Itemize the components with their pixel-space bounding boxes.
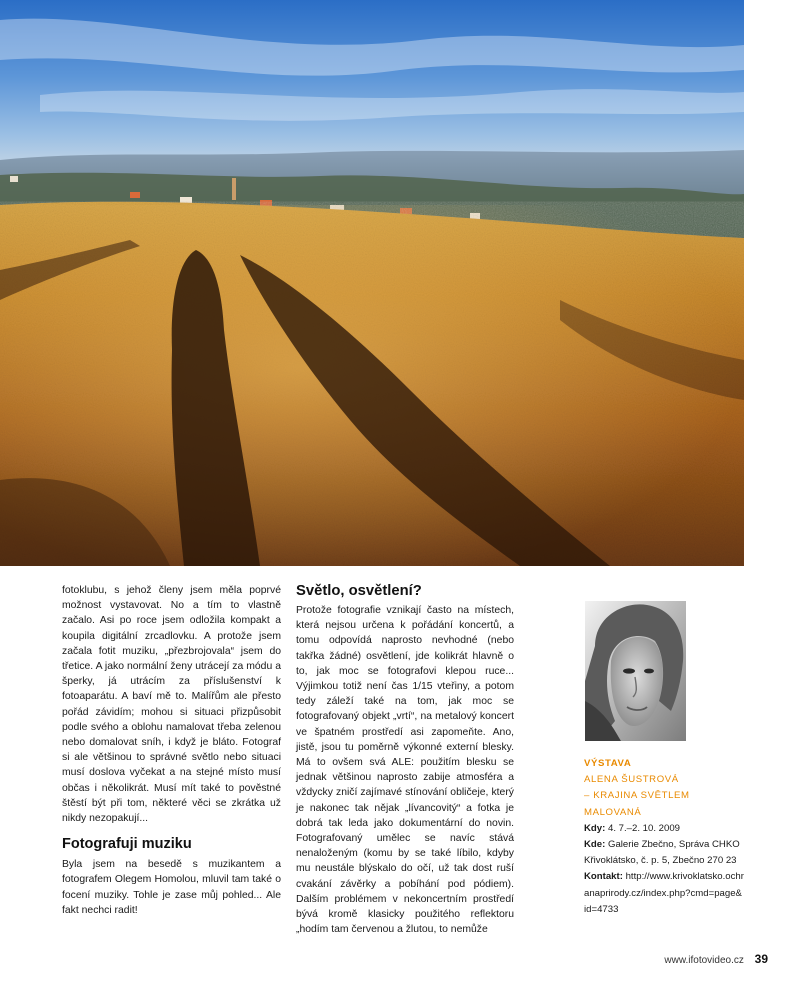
page-footer [664,952,768,966]
text-column-1 [62,583,281,918]
exhibition-label: VÝSTAVA [584,758,632,769]
contact-link[interactable]: http://www.krivoklatsko.ochranaprirody.cz/index.php?cmd=page&id=4733 [584,871,744,915]
venue-value: Galerie Zbečno, Správa CHKO Křivoklátsko, č. p. 5, Zbečno 270 23 [584,839,740,867]
author-portrait-photo [585,601,686,741]
exhibition-venue [584,837,744,869]
body-paragraph: fotoklubu, s jehož členy jsem měla poprvé možnost vystavovat. No a tím to vlastně začalo. Asi po roce jsem odložila kompakt a koupila digitální zrcadlovku. A protože jsem začala fotit muziku, „přezbrojovala“ jsem do třetice. A jako normální ženy utrácejí za módu a šperky, já utrácím za příslušenství k fotoaparátu. A baví mě to. Malířům ale přesto pořád závidím; mohou si situaci přizpůsobit podle svého a oblohu namalovat třeba zelenou nebo domalovat sníh, i když je bláto. Fotograf si ale většinou to správné světlo nebo situaci musí doslova vyčekat a na stejné místo musí občas i několikrát. Musí mít také to pověstné štěstí být při tom, některé věci se zkrátka už nikdy nezopakují... [62,585,281,825]
footer-website-link[interactable]: www.ifotovideo.cz [664,955,744,966]
contact-label: Kontakt: [584,871,623,883]
body-paragraph: Protože fotografie vznikají často na místech, která nejsou určena k pořádání koncertů, a tomu odpovídá naprosto nevhodné (nebo takřka žádné) osvětlení, jde kolikrát hlavně o to, jak moc se fotografovi klepou ruce... Výjimkou totiž není čas 1/15 vteřiny, a potom tedy záleží také na tom, jak moc se fotografovaný objekt „vrtí“, na metalový koncert ve špatném prostředí asi zapomeňte. Ano, jistě, jsou tu poměrně výkonné externí blesky. Má to ovšem svá ALE: použitím blesku se jednak většinou naprosto zabije atmosféra a vždycky zničí zajímavé stínování obličeje, který je nakonec tak nějak „lívancovitý“ a fotka je dobrá tak leda jako dokumentární do novin. Fotografovaný umělec se navíc stává nenaloženým (komu by se také líbilo, kdyby mu neustále blýskalo do očí, už tak dost ruší cvakání závěrky a pobíhání pod pódiem). Dalším problémem v nekoncertním prostředí bývá kromě klasicky použitého reflektoru „hodím tam červenou a žlutou, to nemůže [296,605,514,936]
text-column-2 [296,583,514,937]
page-number: 39 [754,952,768,966]
exhibition-title-line-3: MALOVANÁ [584,806,642,818]
exhibition-date [584,821,744,837]
exhibition-title-line-2: – KRAJINA SVĚTLEM [584,790,690,802]
exhibition-contact [584,869,744,918]
portrait-image [585,601,686,741]
section-heading-fotografuji-muziku: Fotografuji muziku [62,836,192,853]
body-paragraph: Byla jsem na besedě s muzikantem a fotografem Olegem Homolou, mluvil tam také o focení muziky. Tohle je zase můj pohled... Ale fakt nechci radit! [62,859,281,916]
date-label: Kdy: [584,822,606,834]
section-heading-svetlo-osvetleni: Světlo, osvětlení? [296,583,422,599]
date-value: 4. 7.–2. 10. 2009 [608,822,681,834]
venue-label: Kde: [584,839,606,851]
exhibition-title-line-1: ALENA ŠUSTROVÁ [584,774,679,786]
exhibition-info-box [584,756,744,918]
